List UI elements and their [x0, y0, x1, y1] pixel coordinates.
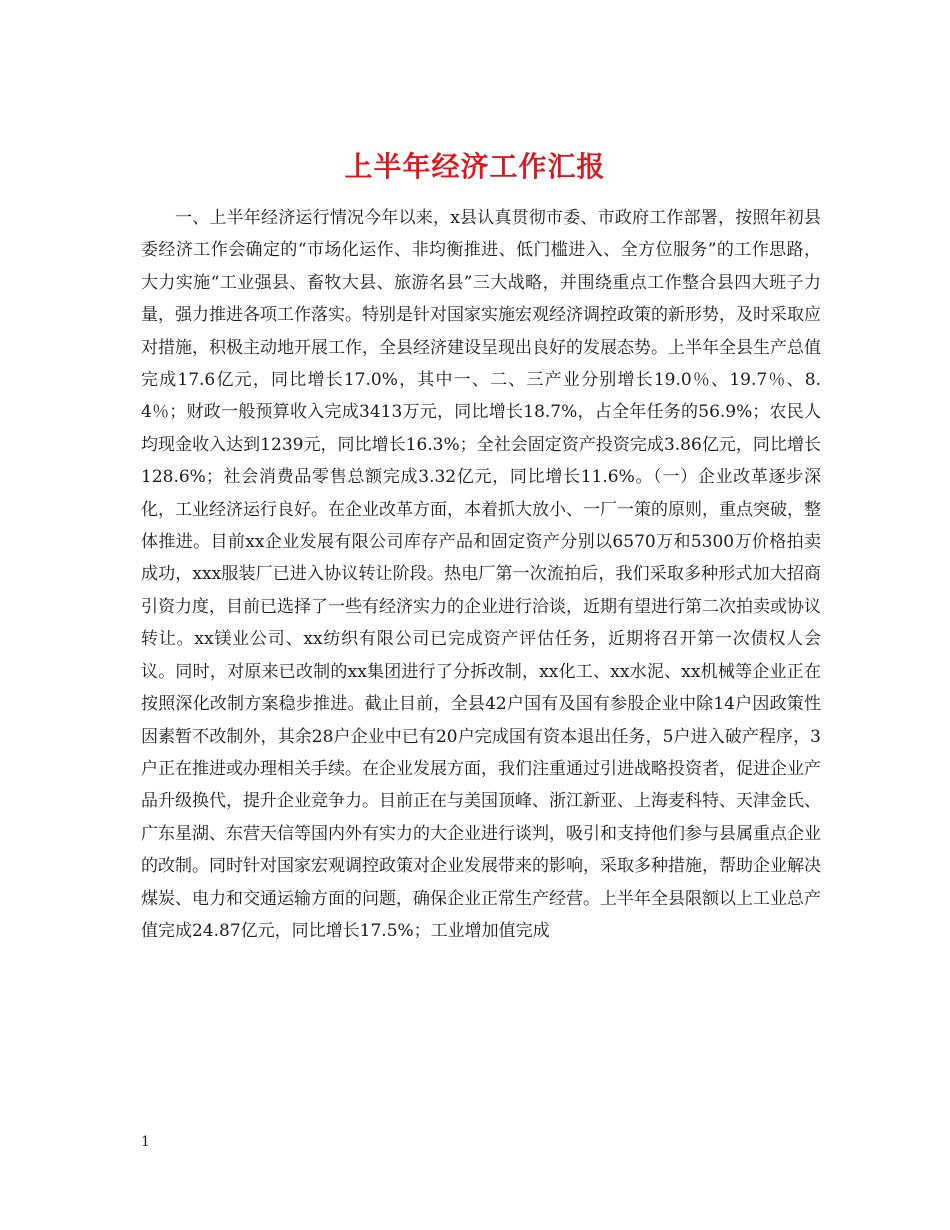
document-title: 上半年经济工作汇报: [344, 149, 606, 183]
page-number: 1: [141, 1134, 150, 1150]
body-paragraph: 一、上半年经济运行情况今年以来，x县认真贯彻市委、市政府工作部署，按照年初县委经济工作会确定的“市场化运作、非均衡推进、低门槛进入、全方位服务”的工作思路，大力实施“工业强县、畜牧大县、旅游名县”三大战略，并围绕重点工作整合县四大班子力量，强力推进各项工作落实。特别是针对国家实施宏观经济调控政策的新形势，及时采取应对措施，积极主动地开展工作，全县经济建设呈现出良好的发展态势。上半年全县生产总值完成17.6亿元，同比增长17.0%，其中一、二、三产业分别增长19.0％、19.7％、8.4％；财政一般预算收入完成3413万元，同比增长18.7%，占全年任务的56.9%；农民人均现金收入达到1239元，同比增长16.3%；全社会固定资产投资完成3.86亿元，同比增长128.6%；社会消费品零售总额完成3.32亿元，同比增长11.6%。（一）企业改革逐步深化，工业经济运行良好。在企业改革方面，本着抓大放小、一厂一策的原则，重点突破，整体推进。目前xx企业发展有限公司库存产品和固定资产分别以6570万和5300万价格拍卖成功，xxx服装厂已进入协议转让阶段。热电厂第一次流拍后，我们采取多种形式加大招商引资力度，目前已选择了一些有经济实力的企业进行洽谈，近期有望进行第二次拍卖或协议转让。xx镁业公司、xx纺织有限公司已完成资产评估任务，近期将召开第一次债权人会议。同时，对原来已改制的xx集团进行了分拆改制，xx化工、xx水泥、xx机械等企业正在按照深化改制方案稳步推进。截止目前，全县42户国有及国有参股企业中除14户因政策性因素暂不改制外，其余28户企业中已有20户完成国有资本退出任务，5户进入破产程序，3户正在推进或办理相关手续。在企业发展方面，我们注重通过引进战略投资者，促进企业产品升级换代，提升企业竞争力。目前正在与美国顶峰、浙江新亚、上海麦科特、天津金氏、广东星湖、东营天信等国内外有实力的大企业进行谈判，吸引和支持他们参与县属重点企业的改制。同时针对国家宏观调控政策对企业发展带来的影响，采取多种措施，帮助企业解决煤炭、电力和交通运输方面的问题，确保企业正常生产经营。上半年全县限额以上工业总产值完成24.87亿元，同比增长17.5%；工业增加值完成: [141, 208, 821, 941]
